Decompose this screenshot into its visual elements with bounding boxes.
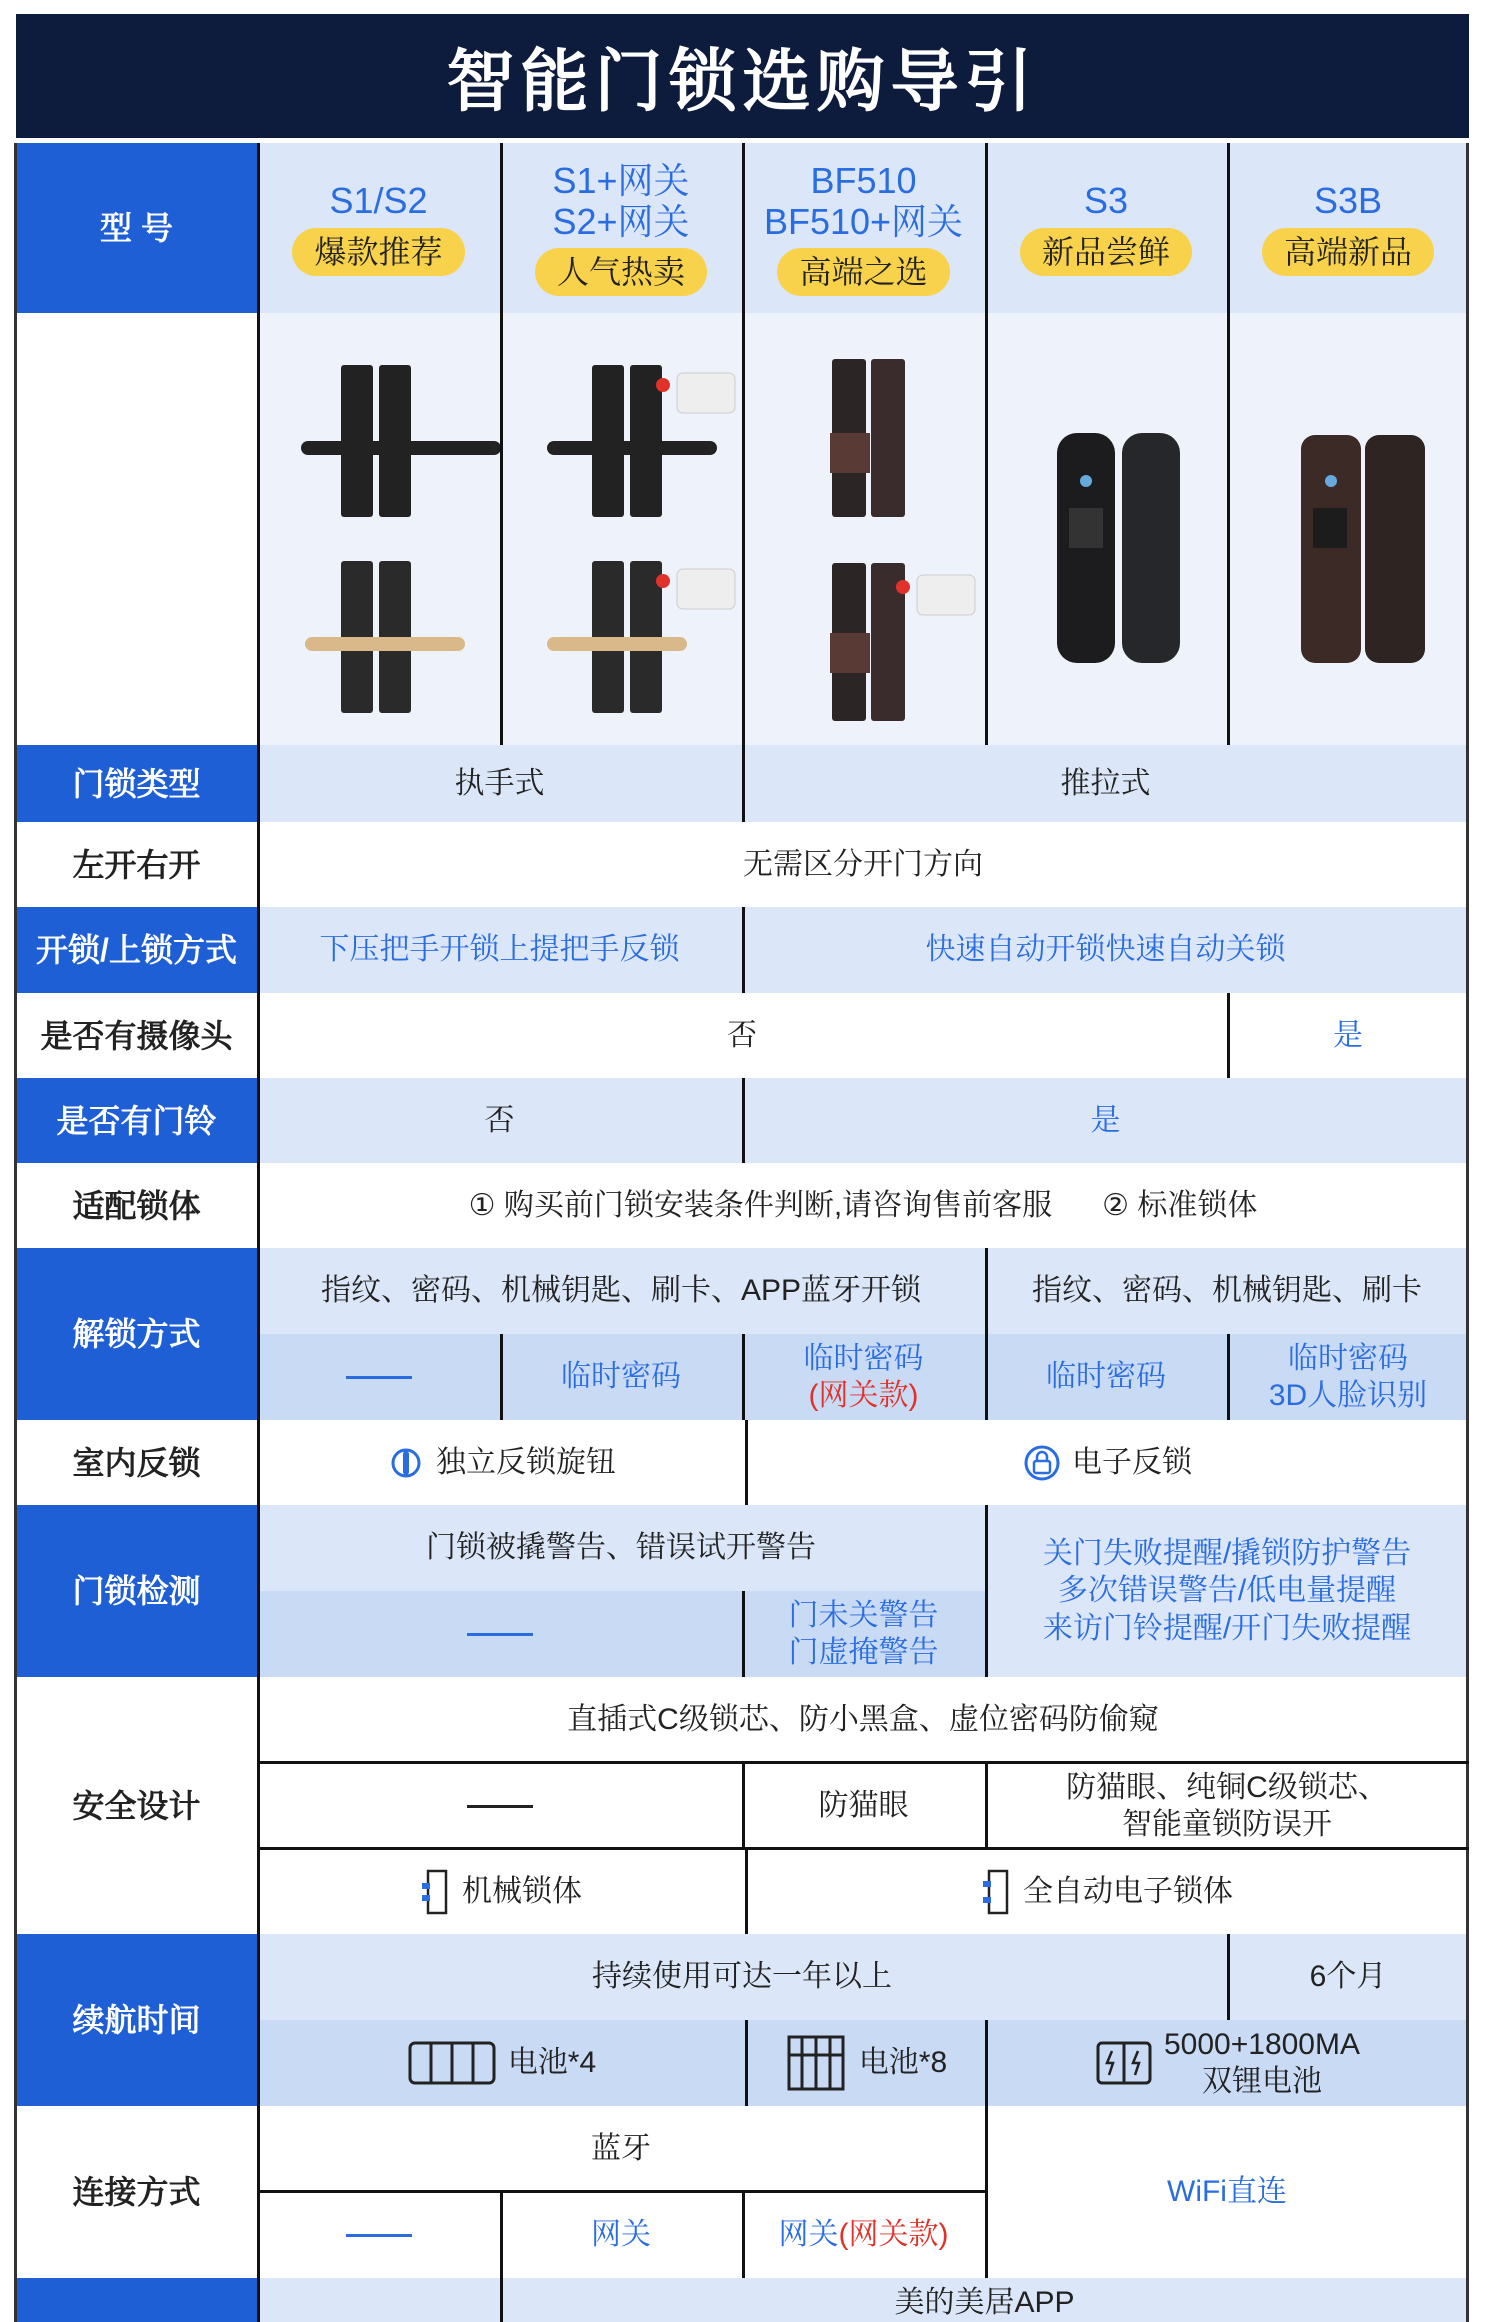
detect-s3-2: 多次错误警告/低电量提醒 <box>1057 1574 1397 1608</box>
connect-bluetooth: 蓝牙 <box>257 2106 985 2192</box>
lock-s3b-icon <box>1301 435 1425 663</box>
lock-images <box>257 313 1469 745</box>
unlock-s3: 临时密码 <box>985 1334 1227 1420</box>
model-name: BF510+网关 <box>763 201 964 242</box>
safety-s1-none <box>257 1763 742 1849</box>
unlock-s3b <box>1227 1334 1469 1420</box>
camera-yes: 是 <box>1227 993 1469 1078</box>
battery-8 <box>745 2020 985 2106</box>
grid-line <box>985 2106 988 2278</box>
detect-bf510 <box>742 1591 985 1677</box>
model-tag: 人气热卖 <box>535 248 707 296</box>
row-label-open-method: 开锁/上锁方式 <box>16 907 257 993</box>
model-name: S3B <box>1313 180 1383 222</box>
connect-bf510 <box>742 2192 985 2278</box>
grid-line <box>742 1078 745 1163</box>
connect-bf510-note: (网关款) <box>838 2218 949 2252</box>
indoor-knob-label: 独立反锁旋钮 <box>436 1445 616 1479</box>
unlock-s3b-temp: 临时密码 <box>1288 1341 1408 1375</box>
model-header-2 <box>742 143 985 313</box>
model-header-4 <box>1227 143 1469 313</box>
app-s1 <box>257 2278 500 2322</box>
grid-line <box>500 1334 503 1420</box>
electronic-lock-icon <box>1022 1443 1062 1483</box>
lock-s1-gateway-icon <box>547 365 735 713</box>
model-tag: 高端之选 <box>777 248 949 296</box>
lock-s1-icon <box>301 365 501 713</box>
grid-line <box>745 1849 748 1934</box>
row-label-detect: 门锁检测 <box>16 1505 257 1677</box>
safety-common: 直插式C级锁芯、防小黑盒、虚位密码防偷窥 <box>257 1677 1469 1763</box>
connect-bf510-gw: 网关 <box>778 2218 839 2252</box>
model-header-1 <box>500 143 742 313</box>
grid-line <box>1227 993 1230 1078</box>
lock-bf510-icon <box>830 359 975 721</box>
detect-bf510-1: 门未关警告 <box>788 1598 939 1632</box>
model-name: S1+网关 <box>552 159 690 201</box>
lithium-capacity: 5000+1800MA <box>1164 2027 1360 2061</box>
grid-line <box>500 2192 503 2278</box>
grid-line <box>742 143 745 745</box>
lock-body-value <box>257 1163 1469 1248</box>
grid-line <box>985 143 988 745</box>
grid-line <box>742 745 745 822</box>
row-label-lock-type: 门锁类型 <box>16 745 257 822</box>
lock-body-note-1: ① 购买前门锁安装条件判断,请咨询售前客服 <box>468 1188 1053 1222</box>
grid-line <box>1466 143 1469 2322</box>
row-label-battery: 续航时间 <box>16 1934 257 2106</box>
camera-no: 否 <box>257 993 1227 1078</box>
mechanical-lock-body-icon <box>420 1867 452 1917</box>
model-header-3 <box>985 143 1227 313</box>
grid-line <box>745 1420 748 1505</box>
row-label-indoor: 室内反锁 <box>16 1420 257 1505</box>
lock-s3-icon <box>1057 433 1180 663</box>
grid-line <box>500 2278 503 2322</box>
unlock-methods-b: 指纹、密码、机械钥匙、刷卡 <box>985 1248 1469 1334</box>
doorbell-yes: 是 <box>742 1078 1469 1163</box>
image-label-cell <box>16 313 257 745</box>
unlock-s1-gateway: 临时密码 <box>500 1334 742 1420</box>
connect-gateway: 网关 <box>500 2192 742 2278</box>
page-title: 智能门锁选购导引 <box>16 14 1469 138</box>
knob-icon <box>386 1443 426 1483</box>
lock-type-push-pull: 推拉式 <box>742 745 1469 822</box>
model-tag: 爆款推荐 <box>292 228 464 276</box>
row-label-app <box>16 2278 257 2322</box>
row-label-doorbell: 是否有门铃 <box>16 1078 257 1163</box>
row-label-lock-body: 适配锁体 <box>16 1163 257 1248</box>
model-header-0 <box>257 143 500 313</box>
model-name: S2+网关 <box>552 201 690 242</box>
row-label-unlock: 解锁方式 <box>16 1248 257 1420</box>
doorbell-no: 否 <box>257 1078 742 1163</box>
unlock-bf510-gateway-note: (网关款) <box>808 1379 919 1412</box>
model-name: S3 <box>1083 180 1129 222</box>
app-value: 美的美居APP <box>500 2278 1469 2322</box>
model-name: S1/S2 <box>329 180 428 222</box>
grid-line <box>257 2190 985 2193</box>
open-method-handle: 下压把手开锁上提把手反锁 <box>257 907 742 993</box>
safety-auto-body <box>745 1849 1469 1934</box>
detect-s3-3: 来访门铃提醒/开门失败提醒 <box>1042 1611 1412 1645</box>
row-label-safety: 安全设计 <box>16 1677 257 1934</box>
indoor-electronic-label: 电子反锁 <box>1072 1445 1192 1479</box>
battery-year: 持续使用可达一年以上 <box>257 1934 1227 2020</box>
electronic-lock-body-icon <box>981 1867 1013 1917</box>
grid-line <box>742 1591 745 1677</box>
safety-mech-body <box>257 1849 745 1934</box>
battery-8-icon <box>783 2033 849 2093</box>
battery-6-months: 6个月 <box>1227 1934 1469 2020</box>
safety-auto-label: 全自动电子锁体 <box>1023 1874 1233 1908</box>
grid-line <box>745 2020 748 2106</box>
row-label-connect: 连接方式 <box>16 2106 257 2278</box>
grid-line <box>742 2192 745 2278</box>
detect-s3 <box>985 1505 1469 1677</box>
grid-line <box>742 1763 745 1849</box>
battery-8-label: 电池*8 <box>858 2046 948 2080</box>
safety-s3-2: 智能童锁防误开 <box>1122 1808 1332 1841</box>
direction-value: 无需区分开门方向 <box>257 822 1469 907</box>
grid-line <box>257 1761 1469 1764</box>
grid-line <box>257 1847 1469 1850</box>
safety-bf510: 防猫眼 <box>742 1763 985 1849</box>
lithium-type: 双锂电池 <box>1202 2065 1322 2098</box>
grid-line <box>1227 1334 1230 1420</box>
grid-line <box>1227 1934 1230 2020</box>
grid-line <box>985 1248 988 1420</box>
connect-wifi: WiFi直连 <box>985 2106 1469 2278</box>
indoor-knob <box>257 1420 745 1505</box>
safety-mech-label: 机械锁体 <box>462 1874 582 1908</box>
model-tag: 新品尝鲜 <box>1020 228 1192 276</box>
battery-4-label: 电池*4 <box>507 2046 597 2080</box>
model-label: 型 号 <box>16 143 257 313</box>
safety-s3-1: 防猫眼、纯铜C级锁芯、 <box>1066 1770 1388 1804</box>
detect-common: 门锁被撬警告、错误试开警告 <box>257 1505 985 1591</box>
lithium-battery-icon <box>1094 2037 1154 2089</box>
model-name: BF510 <box>810 159 917 201</box>
grid-line <box>500 143 503 745</box>
indoor-electronic <box>745 1420 1469 1505</box>
grid-line <box>985 1763 988 1849</box>
grid-line <box>985 1505 988 1677</box>
unlock-s3b-face: 3D人脸识别 <box>1268 1379 1428 1412</box>
lock-body-note-2: ② 标准锁体 <box>1102 1188 1258 1222</box>
unlock-s1-none <box>257 1334 500 1420</box>
grid-line <box>257 143 260 2322</box>
detect-s1-none <box>257 1591 742 1677</box>
battery-4-icon <box>406 2037 498 2089</box>
battery-4 <box>257 2020 745 2106</box>
detect-s3-1: 关门失败提醒/撬锁防护警告 <box>1042 1536 1412 1570</box>
unlock-bf510-temp: 临时密码 <box>803 1341 924 1375</box>
open-method-push-pull: 快速自动开锁快速自动关锁 <box>742 907 1469 993</box>
lock-type-handle: 执手式 <box>257 745 742 822</box>
grid-line <box>742 907 745 993</box>
grid-line <box>985 2020 988 2106</box>
row-label-camera: 是否有摄像头 <box>16 993 257 1078</box>
battery-lithium <box>985 2020 1469 2106</box>
unlock-methods-a: 指纹、密码、机械钥匙、刷卡、APP蓝牙开锁 <box>257 1248 985 1334</box>
unlock-bf510 <box>742 1334 985 1420</box>
model-tag: 高端新品 <box>1262 228 1434 276</box>
grid-line <box>1227 143 1230 745</box>
grid-line <box>14 143 17 2322</box>
connect-s1-none <box>257 2192 500 2278</box>
safety-s3 <box>985 1763 1469 1849</box>
row-label-direction: 左开右开 <box>16 822 257 907</box>
detect-bf510-2: 门虚掩警告 <box>788 1636 939 1669</box>
grid-line <box>742 1334 745 1420</box>
